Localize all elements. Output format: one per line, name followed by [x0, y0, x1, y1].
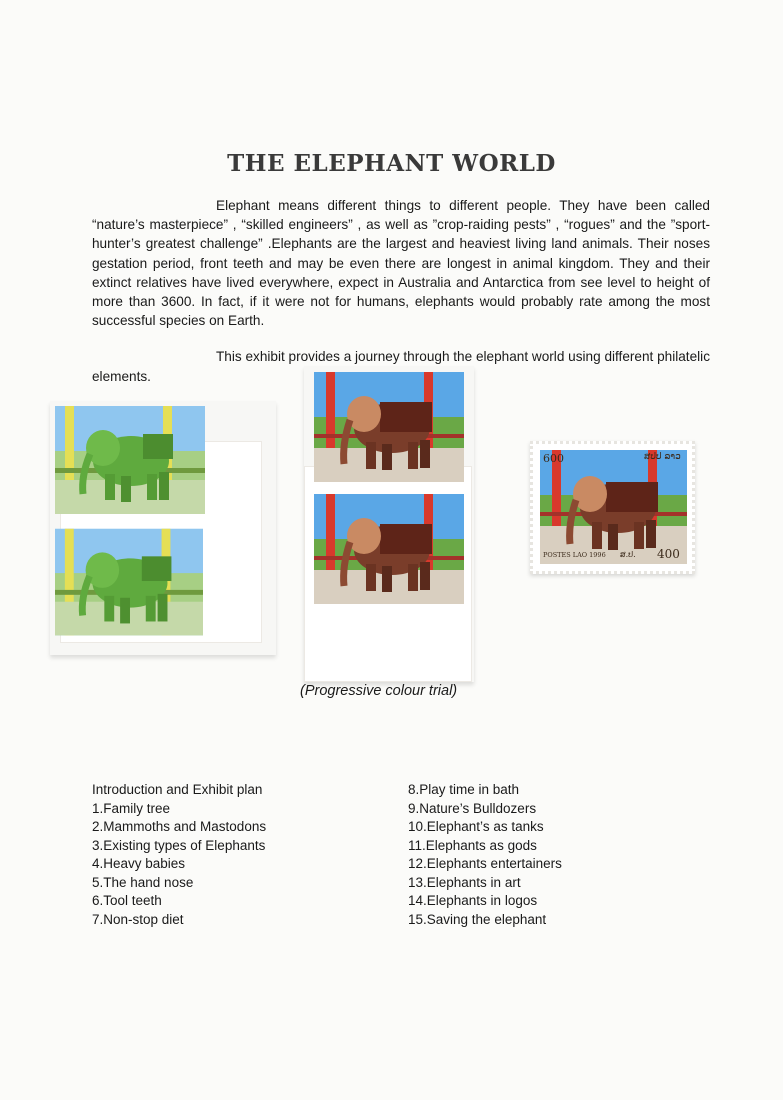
issued-stamp [530, 441, 695, 574]
plan-item: 5.The hand nose [92, 874, 194, 890]
brown-elephant-image [314, 372, 464, 482]
green-elephant-image [55, 528, 203, 636]
stamp-value-left: 600 [543, 452, 564, 465]
exhibit-plan-right [408, 781, 562, 929]
plan-item: 15.Saving the elephant [408, 911, 547, 927]
stamp-country-text: POSTES LAO 1996 [543, 551, 606, 559]
exhibit-plan-left [92, 781, 266, 929]
brown-trial-stamp-top [314, 372, 464, 482]
plan-item: 4.Heavy babies [92, 856, 186, 871]
plan-item: Introduction and Exhibit plan [92, 782, 263, 797]
intro-paragraph-1: Elephant means different things to different people. They have been called “nature’s masterpiece” , “skilled engineers” , as well as ”crop-raiding pests” , “rogues” and the ”sport-hunter’s greatest challenge” .Elephants are the largest and heaviest living land animals. Their noses gestation period, front teeth and may be even there are longest in animal kingdom. They and their extinct relatives have lived everywhere, expect in Australia and Antarctica from see level to height of more than 3600. In fact, if it were not for humans, elephants would probably rate among the most successful species on Earth. [92, 198, 710, 329]
brown-trial-block [304, 366, 474, 682]
issued-stamp-image [540, 450, 687, 564]
plan-item: 13.Elephants in art [408, 874, 521, 890]
plan-item: 9.Nature’s Bulldozers [408, 800, 537, 816]
stamp-value-right: 400 [657, 547, 680, 561]
green-trial-block [50, 401, 276, 655]
green-trial-stamp-bottom [55, 528, 203, 636]
green-elephant-image [55, 406, 205, 514]
stamp-lao-value: ສ.ປ. [620, 550, 636, 559]
plan-item: 11.Elephants as gods [408, 837, 537, 853]
plan-item: 14.Elephants in logos [408, 893, 538, 908]
plan-item: 8.Play time in bath [408, 782, 520, 797]
brown-trial-stamp-bottom [314, 494, 464, 604]
intro-text [92, 196, 710, 386]
stamp-lao-text: ສປປ ລາວ [644, 452, 681, 462]
colour-trial-caption: (Progressive colour trial) [300, 683, 458, 699]
brown-elephant-image [314, 494, 464, 604]
plan-item: 1.Family tree [92, 800, 171, 816]
page-title: THE ELEPHANT WORLD [227, 150, 556, 177]
green-trial-stamp-top [55, 406, 205, 514]
plan-item: 3.Existing types of Elephants [92, 837, 266, 853]
intro-paragraph-2: This exhibit provides a journey through the elephant world using different philatelic elements. [92, 349, 710, 384]
plan-item: 10.Elephant’s as tanks [408, 819, 544, 834]
plan-item: 2.Mammoths and Mastodons [92, 819, 267, 834]
plan-item: 6.Tool teeth [92, 893, 162, 908]
plan-item: 12.Elephants entertainers [408, 856, 562, 871]
plan-item: 7.Non-stop diet [92, 911, 184, 927]
